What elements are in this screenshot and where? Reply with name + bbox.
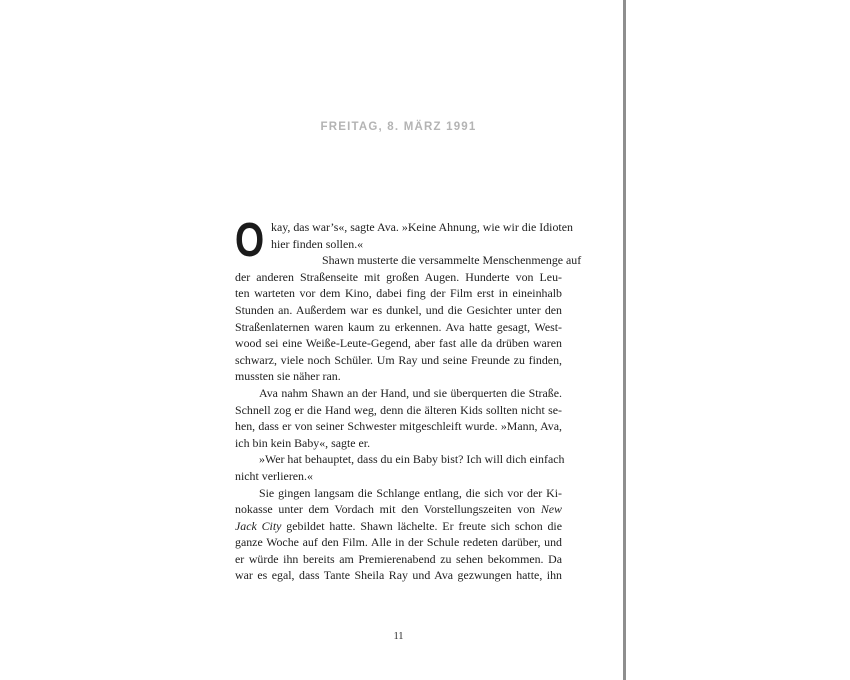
- text-line: er würde ihn bereits am Premierenabend zu sehen bekommen. Da: [235, 551, 562, 566]
- drop-cap: O: [235, 214, 265, 267]
- text-line: mussten sie näher ran.: [235, 369, 341, 384]
- text-segment: nokasse unter dem Vordach mit den Vorstellungszeiten von: [235, 502, 536, 517]
- text-line: [235, 501, 562, 518]
- text-line: hen, dass er von seiner Schwester mitgeschleift wurde. »Mann, Ava,: [235, 419, 562, 434]
- text-line: war es egal, dass Tante Sheila Ray und Ava gezwungen hatte, ihn: [235, 568, 562, 583]
- text-segment: gebildet hatte. Shawn lächelte. Er freute sich schon die: [286, 518, 562, 533]
- chapter-date-heading: FREITAG, 8. MÄRZ 1991: [320, 121, 477, 133]
- text-line: ganze Woche auf den Film. Alle in der Schule redeten darüber, und: [235, 535, 562, 550]
- text-line: [235, 518, 562, 535]
- paragraph-3: [235, 385, 562, 451]
- text-line: nicht verlieren.«: [235, 468, 313, 483]
- text-line: der anderen Straßenseite mit großen Augen. Hunderte von Leu-: [235, 269, 562, 284]
- text-line: kay, das war’s«, sagte Ava. »Keine Ahnung, wie wir die Idioten: [271, 220, 573, 234]
- text-line: Stunden an. Außerdem war es dunkel, und die Gesichter unter den: [235, 302, 562, 317]
- text-line: schwarz, viele noch Schüler. Um Ray und seine Freunde zu finden,: [235, 352, 562, 367]
- text-line: Schnell zog er die Hand weg, denn die älteren Kids sollten nicht se-: [235, 402, 562, 417]
- paragraph-2: [235, 252, 582, 385]
- viewer-background: [626, 0, 850, 680]
- text-line: Sie gingen langsam die Schlange entlang, die sich vor der Ki-: [259, 485, 562, 500]
- text-line: Shawn musterte die versammelte Menschenmenge auf: [322, 253, 582, 268]
- text-line: ten warteten vor dem Kino, dabei fing der Film erst in eineinhalb: [235, 286, 562, 301]
- body-text: [235, 214, 582, 584]
- text-line: Ava nahm Shawn an der Hand, und sie überquerten die Straße.: [259, 385, 562, 400]
- text-line: »Wer hat behauptet, dass du ein Baby bist? Ich will dich einfach: [259, 452, 565, 467]
- film-title-part: New: [540, 502, 562, 517]
- film-title-part: Jack City: [235, 518, 282, 533]
- paragraph-4: [235, 451, 565, 484]
- page-number: 11: [393, 631, 404, 642]
- paragraph-5: [235, 485, 562, 585]
- text-line: ich bin kein Baby«, sagte er.: [235, 435, 371, 450]
- text-line: hier finden sollen.«: [271, 236, 364, 251]
- text-line: wood sei eine Weiße-Leute-Gegend, aber fast alle da drüben waren: [235, 336, 562, 351]
- text-line: Straßenlaternen waren kaum zu erkennen. Ava hatte gesagt, West-: [235, 319, 562, 334]
